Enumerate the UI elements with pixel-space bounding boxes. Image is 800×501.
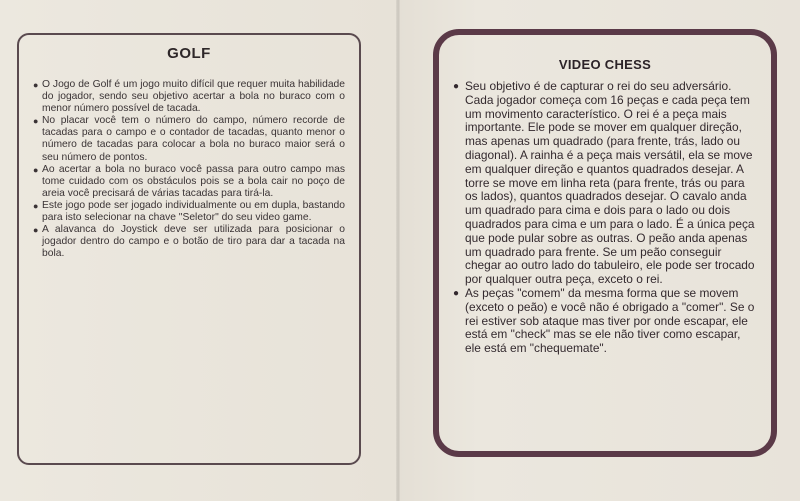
list-item: ● Seu objetivo é de capturar o rei do seu adversário. Cada jogador começa com 16 peças e cada peça tem um movimento característico. O rei é a peça mais importante. Ele pode se mover em qualquer direção, mas apenas um quadrado (para frente, trás, lado ou diagonal). A rainha é a peça mais versátil, ela se move em qualquer direção e quantos quadrados desejar. A torre se move em linha reta (para frente, trás ou para os lados), quantos quadrados desejar. O cavalo anda um quadrado para cima e dois para o lado ou dois quadrados para cima e um para o lado. É a única peça que pode pular sobre as outras. O peão anda apenas um quadrado para frente. Se um peão conseguir chegar ao outro lado do tabuleiro, ele pode ser trocado por qualquer outra peça, exceto o rei. (453, 79, 755, 287)
video-chess-instructions-panel (433, 29, 777, 457)
list-item: ● O Jogo de Golf é um jogo muito difícil que requer muita habilidade do jogador, sendo seu objetivo acertar a bola no buraco com o menor número possível de tacada. (33, 79, 345, 115)
bullet-icon: ● (33, 200, 39, 211)
bullet-icon: ● (33, 116, 39, 127)
page-fold (396, 0, 400, 501)
list-item: ● Este jogo pode ser jogado individualmente ou em dupla, bastando para isto selecionar na chave "Seletor" do seu video game. (33, 199, 345, 224)
video-chess-instructions-list (453, 80, 757, 356)
golf-title: GOLF (167, 45, 211, 62)
list-item: ● Ao acertar a bola no buraco você passa para outro campo mas tome cuidado com os obstáculos pois se a bola cair no poço de areia você precisará de várias tacadas para tirá-la. (33, 163, 345, 199)
list-item: ● A alavanca do Joystick deve ser utilizada para posicionar o jogador dentro do campo e o botão de tiro para dar a tacada na bola. (33, 224, 345, 260)
bullet-icon: ● (453, 287, 460, 299)
list-item: ● No placar você tem o número do campo, número recorde de tacadas para o campo e o contador de tacadas, quanto menor o número de tacadas para colocar a bola no buraco maior será o seu número de pontos. (33, 115, 345, 163)
golf-instructions-panel (17, 33, 361, 465)
list-item: ● As peças "comem" da mesma forma que se movem (exceto o peão) e você não é obrigado a "comer". Se o rei estiver sob ataque mas tiver por onde escapar, ele está em "check" mas se ele não tiver como escapar, ele está em "chequemate". (453, 285, 755, 356)
bullet-icon: ● (33, 80, 39, 90)
bullet-icon: ● (33, 225, 39, 236)
golf-instructions-list (33, 79, 345, 260)
bullet-icon: ● (33, 164, 39, 175)
bullet-icon: ● (453, 81, 460, 92)
video-chess-title: VIDEO CHESS (558, 57, 652, 72)
